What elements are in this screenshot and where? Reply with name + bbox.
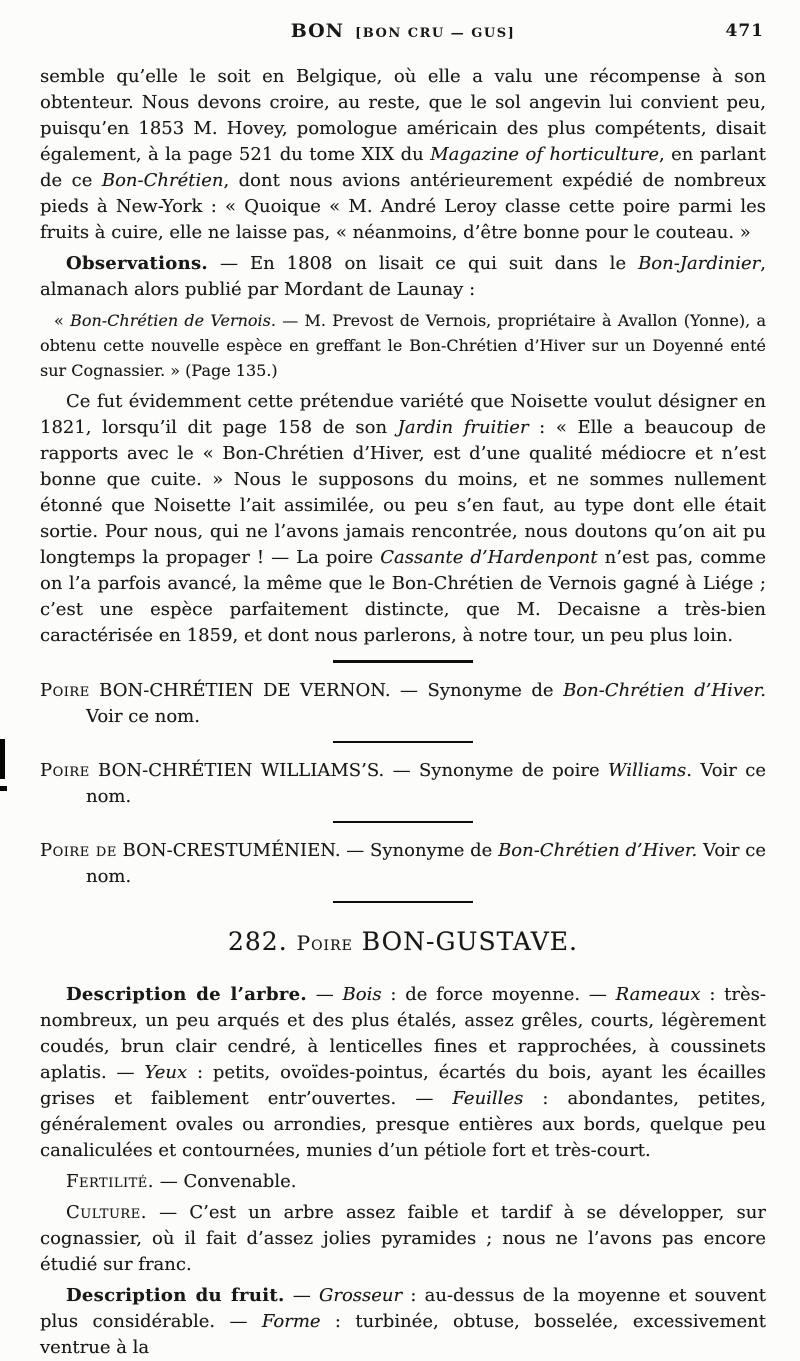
- paragraph-fertilite: Fertilité. — Convenable.: [66, 1171, 297, 1192]
- synonym-entry-crestumenien: Poire de BON-CRESTUMÉNIEN. — Synonyme de Bon-Chrétien d’Hiver. Voir ce nom.: [40, 840, 766, 887]
- running-title-word: BON: [290, 20, 345, 42]
- scan-artifact-ink-bar: [0, 739, 5, 779]
- running-title: [40, 20, 766, 42]
- paragraph-description-arbre: Description de l’arbre. — Bois : de force moyenne. — Rameaux : très-nombreux, un peu arqués et des plus étalés, assez grêles, courts, légèrement coudés, brun clair cendré, à lenticelles fines et rapprochées, à coussinets aplatis. — Yeux : petits, ovoïdes-pointus, écartés du bois, ayant les écailles grises et faiblement entr’ouvertes. — Feuilles : abondantes, petites, généralement ovales ou arrondies, presque entières aux bords, quelque peu canaliculées et contournées, munies d’un pétiole fort et très-court.: [40, 984, 766, 1161]
- page-header: [40, 20, 766, 48]
- paragraph-description-fruit: Description du fruit. — Grosseur : au-dessus de la moyenne et souvent plus considérable. — Forme : turbinée, obtuse, bosselée, excessivement ventrue à la: [40, 1285, 766, 1358]
- paragraph-continuation: semble qu’elle le soit en Belgique, où elle a valu une récompense à son obtenteur. Nous devons croire, au reste, que le sol angevin lui convient peu, puisqu’en 1853 M. Hovey, pomologue américain des plus compétents, disait également, à la page 521 du tome XIX du Magazine of horticulture, en parlant de ce Bon-Chrétien, dont nous avions antérieurement expédié de nombreux pieds à New-York : « Quoique « M. André Leroy classe cette poire parmi les fruits à cuire, elle ne laisse pas, « néanmoins, d’être bonne pour le couteau. »: [40, 66, 766, 243]
- paragraph-discussion: Ce fut évidemment cette prétendue variété que Noisette voulut désigner en 1821, lorsqu’il dit page 158 de son Jardin fruitier : « Elle a beaucoup de rapports avec le « Bon-Chrétien d’Hiver, est d’une qualité médiocre et n’est bonne que cuite. » Nous le supposons du moins, et ne sommes nullement étonné que Noisette l’ait assimilée, ou peu s’en faut, au type dont elle était sortie. Pour nous, qui ne l’avons jamais rencontrée, nous doutons qu’on ait pu longtemps la propager ! — La poire Cassante d’Hardenpont n’est pas, comme on l’a parfois avancé, la même que le Bon-Chrétien de Vernois gagné à Liége ; c’est une espèce parfaitement distincte, que M. Decaisne a très-bien caractérisée en 1859, et dont nous parlerons, à notre tour, un peu plus loin.: [40, 391, 766, 646]
- paragraph-culture: Culture. — C’est un arbre assez faible et tardif à se développer, sur cognassier, où il fait d’assez jolies pyramides ; nous ne l’avons pas encore étudié sur franc.: [40, 1202, 766, 1275]
- running-title-range: [BON CRU — GUS]: [355, 26, 516, 41]
- paragraph-observations: Observations. — En 1808 on lisait ce qui suit dans le Bon-Jardinier, almanach alors publié par Mordant de Launay :: [40, 253, 766, 300]
- paragraph-quote-small-type: « Bon-Chrétien de Vernois. — M. Prevost de Vernois, propriétaire à Avallon (Yonne), a obtenu cette nouvelle espèce en greffant le Bon-Chrétien d’Hiver sur un Doyenné enté sur Cognassier. » (Page 135.): [40, 311, 766, 380]
- section-divider: [333, 660, 473, 663]
- section-divider: [333, 821, 473, 823]
- section-divider: [333, 741, 473, 743]
- entry-heading-bon-gustave: 282. Poire BON-GUSTAVE.: [228, 927, 578, 956]
- page-number: 471: [725, 21, 764, 41]
- scan-artifact-ink-tick: [0, 786, 7, 791]
- synonym-entry-vernon: Poire BON-CHRÉTIEN DE VERNON. — Synonyme de Bon-Chrétien d’Hiver. Voir ce nom.: [40, 680, 767, 727]
- section-divider: [333, 901, 473, 903]
- synonym-entry-williams: Poire BON-CHRÉTIEN WILLIAMS’S. — Synonyme de poire Williams. Voir ce nom.: [40, 760, 766, 807]
